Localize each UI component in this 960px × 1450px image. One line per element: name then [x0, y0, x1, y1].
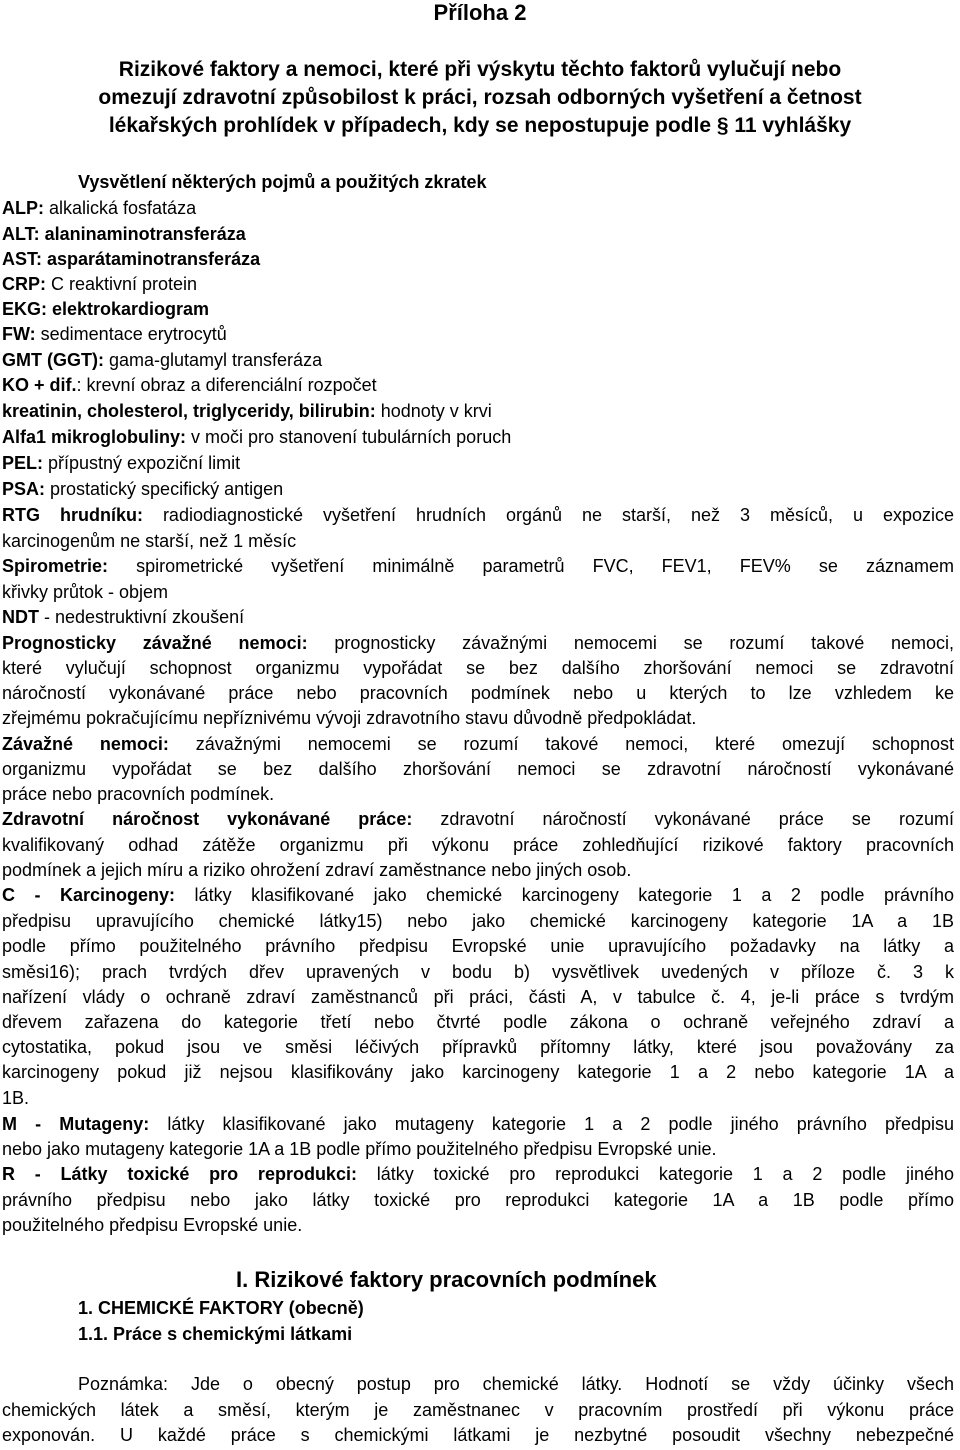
- definition-carcinogens-cont: nařízení vlády o ochraně zdraví zaměstnanců při práci, části A, v tabulce č. 4, je-li práce s tvrdým: [2, 987, 954, 1007]
- heading-line-3: lékařských prohlídek v případech, kdy se nepostupuje podle § 11 vyhlášky: [108, 114, 852, 137]
- glossary-item: kreatinin, cholesterol, triglyceridy, bilirubin: hodnoty v krvi: [2, 401, 492, 421]
- subsection-title: 1.1. Práce s chemickými látkami: [78, 1324, 353, 1344]
- glossary-item: AST: asparátaminotransferáza: [2, 249, 261, 269]
- definition-mutagens: M - Mutageny: látky klasifikované jako mutageny kategorie 1 a 2 podle jiného právního předpisu: [2, 1114, 954, 1134]
- section-title: I. Rizikové faktory pracovních podmínek: [236, 1267, 657, 1292]
- note-line: exponován. U každé práce s chemickými látkami je nezbytné posoudit všechny nebezpečné: [2, 1425, 954, 1445]
- definition-prognostic-cont: zřejmému pokračujícímu nepříznivému vývoji zdravotního stavu důvodně předpokládat.: [2, 708, 697, 728]
- definition-serious: Závažné nemoci: závažnými nemocemi se rozumí takové nemoci, které omezují schopnost: [2, 734, 954, 754]
- definition-carcinogens-cont: směsi16); prach tvrdých dřev upravených v bodu b) vysvětlivek uvedených v příloze č. 3 k: [2, 962, 954, 982]
- glossary-item: KO + dif.: krevní obraz a diferenciální rozpočet: [2, 375, 377, 395]
- definition-health-demand-cont: kvalifikovaný odhad zátěže organizmu při výkonu práce zohledňující rizikové faktory pracovních: [2, 835, 954, 855]
- glossary-item: FW: sedimentace erytrocytů: [2, 324, 227, 344]
- definition-serious-cont: organizmu vypořádat se bez dalšího zhoršování nemoci se zdravotní náročností vykonávané: [2, 759, 954, 779]
- glossary-item: PSA: prostatický specifický antigen: [2, 479, 284, 499]
- definition-carcinogens-cont: cytostatika, pokud jsou ve směsi léčivých přípravků přítomny látky, které jsou považovány za: [2, 1037, 954, 1057]
- definition-health-demand: Zdravotní náročnost vykonávané práce: zdravotní náročností vykonávané práce se rozumí: [2, 809, 954, 829]
- definition-reprotoxic-cont: právního předpisu nebo jako látky toxické pro reprodukci kategorie 1A a 1B podle přímo: [2, 1190, 954, 1210]
- note-line: chemických látek a směsí, kterým je zaměstnanec v pracovním prostředí při výkonu práce: [2, 1400, 954, 1420]
- definition-health-demand-cont: podmínek a jejich míru a riziko ohrožení zdraví zaměstnance nebo jiných osob.: [2, 860, 632, 880]
- definition-carcinogens-cont: dřevem zařazena do kategorie třetí nebo čtvrté podle zákona o ochraně veřejného zdraví a: [2, 1012, 954, 1032]
- glossary-item: EKG: elektrokardiogram: [2, 299, 210, 319]
- definition-carcinogens: C - Karcinogeny: látky klasifikované jako chemické karcinogeny kategorie 1 a 2 podle právního: [2, 885, 954, 905]
- definition-carcinogens-cont: 1B.: [2, 1088, 30, 1108]
- definition-mutagens-cont: nebo jako mutageny kategorie 1A a 1B podle přímo použitelného předpisu Evropské unie.: [2, 1139, 717, 1159]
- definition-rtg-cont: karcinogenům ne starší, než 1 měsíc: [2, 531, 297, 551]
- definition-prognostic-cont: náročností vykonávané práce nebo pracovních podmínek nebo u kterých to lze vzhledem ke: [2, 683, 954, 703]
- glossary-item: PEL: přípustný expoziční limit: [2, 453, 241, 473]
- glossary-item: ALT: alaninaminotransferáza: [2, 224, 246, 244]
- glossary-item: GMT (GGT): gama-glutamyl transferáza: [2, 350, 323, 370]
- glossary-title: Vysvětlení některých pojmů a použitých zkratek: [78, 172, 487, 192]
- definition-prognostic: Prognosticky závažné nemoci: prognosticky závažnými nemocemi se rozumí takové nemoci,: [2, 633, 954, 653]
- glossary-item: ALP: alkalická fosfatáza: [2, 198, 197, 218]
- definition-reprotoxic-cont: použitelného předpisu Evropské unie.: [2, 1215, 303, 1235]
- definition-carcinogens-cont: předpisu upravujícího chemické látky15) nebo jako chemické karcinogeny kategorie 1A a 1B: [2, 911, 954, 931]
- definition-rtg: RTG hrudníku: radiodiagnostické vyšetření hrudních orgánů ne starší, než 3 měsíců, u expozice: [2, 505, 954, 525]
- note-line: Poznámka: Jde o obecný postup pro chemické látky. Hodnotí se vždy účinky všech: [78, 1374, 954, 1394]
- glossary-item: CRP: C reaktivní protein: [2, 274, 198, 294]
- definition-reprotoxic: R - Látky toxické pro reprodukci: látky toxické pro reprodukci kategorie 1 a 2 podle jiného: [2, 1164, 954, 1184]
- definition-prognostic-cont: které vylučují schopnost organizmu vypořádat se bez dalšího zhoršování nemoci se zdravotní: [2, 658, 954, 678]
- definition-spirometry-cont: křivky průtok - objem: [2, 582, 169, 602]
- page-title: Příloha 2: [433, 0, 527, 25]
- definition-serious-cont: práce nebo pracovních podmínek.: [2, 784, 275, 804]
- glossary-item: Alfa1 mikroglobuliny: v moči pro stanovení tubulárních poruch: [2, 427, 512, 447]
- definition-carcinogens-cont: podle přímo použitelného právního předpisu Evropské unie upravujícího požadavky na látky a: [2, 936, 954, 956]
- definition-ndt: NDT - nedestruktivní zkoušení: [2, 607, 245, 627]
- subsection-title: 1. CHEMICKÉ FAKTORY (obecně): [78, 1298, 364, 1318]
- definition-carcinogens-cont: karcinogeny pokud již nejsou klasifikovány jako karcinogeny kategorie 1 a 2 nebo kategorie 1A a: [2, 1062, 954, 1082]
- heading-line-2: omezují zdravotní způsobilost k práci, rozsah odborných vyšetření a četnost: [98, 86, 862, 109]
- definition-spirometry: Spirometrie: spirometrické vyšetření minimálně parametrů FVC, FEV1, FEV% se záznamem: [2, 556, 954, 576]
- heading-line-1: Rizikové faktory a nemoci, které při výskytu těchto faktorů vylučují nebo: [118, 58, 842, 81]
